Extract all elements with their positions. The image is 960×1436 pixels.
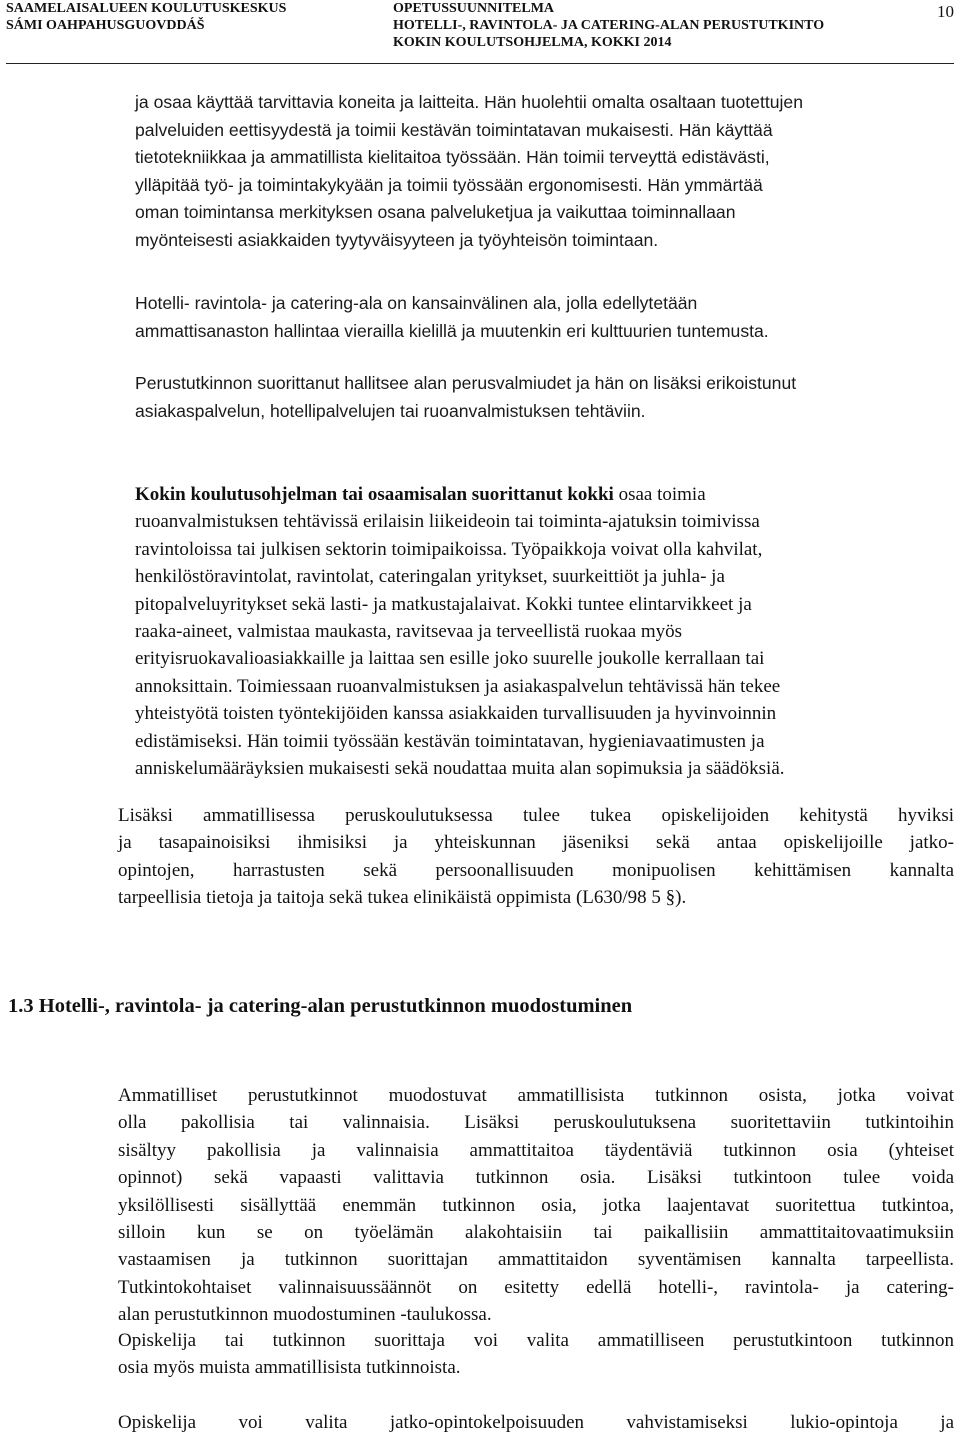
text-line: ammattisanaston hallintaa vierailla kielillä ja muutenkin eri kulttuurien tuntemusta. xyxy=(135,320,769,341)
text-line xyxy=(135,481,947,508)
text-line: Perustutkinnon suorittanut hallitsee alan perusvalmiudet ja hän on lisäksi erikoistunut xyxy=(135,373,797,393)
section-paragraph-2 xyxy=(118,1327,954,1382)
text-line: Opiskelija tai tutkinnon suorittaja voi valita ammatilliseen perustutkintoon tutkinnon xyxy=(118,1330,954,1351)
text-line: asiakaspalvelun, hotellipalvelujen tai ruoanvalmistuksen tehtäviin. xyxy=(135,400,646,421)
header-doc-line: HOTELLI-, RAVINTOLA- JA CATERING-ALAN PERUSTUTKINTO xyxy=(393,18,825,33)
text-line: tietotekniikkaa ja ammatillista kielitaitoa työssään. Hän toimii terveyttä edistävästi, xyxy=(135,147,770,167)
text-line: alan perustutkinnon muodostuminen -taulukossa. xyxy=(118,1304,492,1326)
section-paragraph-1 xyxy=(118,1082,954,1329)
text-line: Tutkintokohtaiset valinnaisuussäännöt on esitetty edellä hotelli-, ravintola- ja catering- xyxy=(118,1276,954,1298)
text-line: palveluiden eettisyydestä ja toimii kestävän toimintatavan mukaisesti. Hän käyttää xyxy=(135,119,773,140)
text-line: silloin kun se on työelämän alakohtaisiin tai paikallisiin ammattitaitovaatimuksiin xyxy=(118,1222,954,1244)
text-line: annoksittain. Toimiessaan ruoanvalmistuksen ja asiakaspalvelun tehtävissä hän tekee xyxy=(135,675,781,697)
text-line: yhteistyötä toisten työntekijöiden kanssa asiakkaiden turvallisuuden ja hyvinvoinnin xyxy=(135,703,777,725)
text-line: yksilöllisesti sisällyttää enemmän tutkinnon osia, jotka laajentavat suoritettua tutkintoa, xyxy=(118,1194,954,1216)
text-line: vastaamisen ja tutkinnon suorittajan ammattitaidon syventämisen kannalta tarpeellista. xyxy=(118,1249,954,1271)
graduate-paragraph xyxy=(135,370,951,425)
text-line: osia myös muista ammatillisista tutkinnoista. xyxy=(118,1357,461,1379)
kokki-paragraph xyxy=(135,481,947,782)
text-line: ja osaa käyttää tarvittavia koneita ja laitteita. Hän huolehtii omalta osaltaan tuotettujen xyxy=(135,92,803,112)
kokki-first-rest: osaa toimia xyxy=(613,484,706,505)
text-line: sisältyy pakollisia ja valinnaisia ammattitaitoa täydentäviä tutkinnon osia (yhteiset xyxy=(118,1139,954,1161)
intro-paragraph xyxy=(135,89,951,254)
text-line: myönteisesti asiakkaiden tyytyväisyyteen ja työyhteisön toimintaan. xyxy=(135,229,659,250)
text-line: edistämiseksi. Hän toimii työssään kestävän toimintatavan, hygieniavaatimusten ja xyxy=(135,730,765,752)
text-line: oman toimintansa merkityksen osana palveluketjua ja vaikuttaa toiminnallaan xyxy=(135,202,736,222)
text-line: opintojen, harrastusten sekä persoonallisuuden monipuolisen kehittämisen kannalta xyxy=(118,859,954,881)
header-organization xyxy=(6,0,286,34)
international-paragraph xyxy=(135,290,951,345)
section-heading: 1.3 Hotelli-, ravintola- ja catering-alan perustutkinnon muodostuminen xyxy=(8,995,633,1017)
support-paragraph xyxy=(118,802,954,912)
kokki-bold-lead: Kokin koulutusohjelman tai osaamisalan suorittanut kokki xyxy=(135,484,614,505)
text-line: Hotelli- ravintola- ja catering-ala on kansainvälinen ala, jolla edellytetään xyxy=(135,293,698,313)
header-divider xyxy=(6,63,954,64)
header-doc-line: KOKIN KOULUTSOHJELMA, KOKKI 2014 xyxy=(393,35,672,50)
text-line: pitopalveluyritykset sekä lasti- ja matkustajalaivat. Kokki tuntee elintarvikkeet ja xyxy=(135,593,752,615)
text-line: ruoanvalmistuksen tehtävissä erilaisin liikeideoin tai toiminta-ajatuksin toimivissa xyxy=(135,511,760,533)
section-paragraph-3 xyxy=(118,1409,954,1436)
text-line: raaka-aineet, valmistaa maukasta, ravitsevaa ja terveellistä ruokaa myös xyxy=(135,621,683,643)
text-line: ylläpitää työ- ja toimintakykyään ja toimii työssään ergonomisesti. Hän ymmärtää xyxy=(135,174,763,195)
header-org-line: SAAMELAISALUEEN KOULUTUSKESKUS xyxy=(6,1,287,16)
text-line: ravintoloissa tai julkisen sektorin toimipaikoissa. Työpaikkoja voivat olla kahvilat, xyxy=(135,538,763,560)
text-line: henkilöstöravintolat, ravintolat, cateringalan yritykset, suurkeittiöt ja juhla- ja xyxy=(135,566,725,588)
text-line: anniskelumääräyksien mukaisesti sekä noudattaa muita alan sopimuksia ja säädöksiä. xyxy=(135,758,785,780)
text-line: Lisäksi ammatillisessa peruskoulutuksessa tulee tukea opiskelijoiden kehitystä hyviksi xyxy=(118,805,954,826)
text-line: opinnot) sekä vapaasti valittavia tutkinnon osia. Lisäksi tutkintoon tulee voida xyxy=(118,1167,954,1189)
text-line: Opiskelija voi valita jatko-opintokelpoisuuden vahvistamiseksi lukio-opintoja ja xyxy=(118,1412,954,1433)
header-document-title xyxy=(393,0,824,51)
header-org-line: SÁMI OAHPAHUSGUOVDDÁŠ xyxy=(6,18,205,33)
page-number: 10 xyxy=(937,2,954,21)
text-line: tarpeellisia tietoja ja taitoja sekä tukea elinikäistä oppimista (L630/98 5 §). xyxy=(118,887,687,909)
text-line: erityisruokavalioasiakkaille ja laittaa sen esille joko suurelle joukolle kerrallaan tai xyxy=(135,648,765,670)
text-line: ja tasapainoisiksi ihmisiksi ja yhteiskunnan jäseniksi sekä antaa opiskelijoille jatko- xyxy=(118,832,954,854)
text-line: olla pakollisia tai valinnaisia. Lisäksi peruskoulutuksena suoritettaviin tutkintoihin xyxy=(118,1112,954,1134)
text-line: Ammatilliset perustutkinnot muodostuvat ammatillisista tutkinnon osista, jotka voivat xyxy=(118,1085,954,1106)
header-doc-line: OPETUSSUUNNITELMA xyxy=(393,1,555,16)
